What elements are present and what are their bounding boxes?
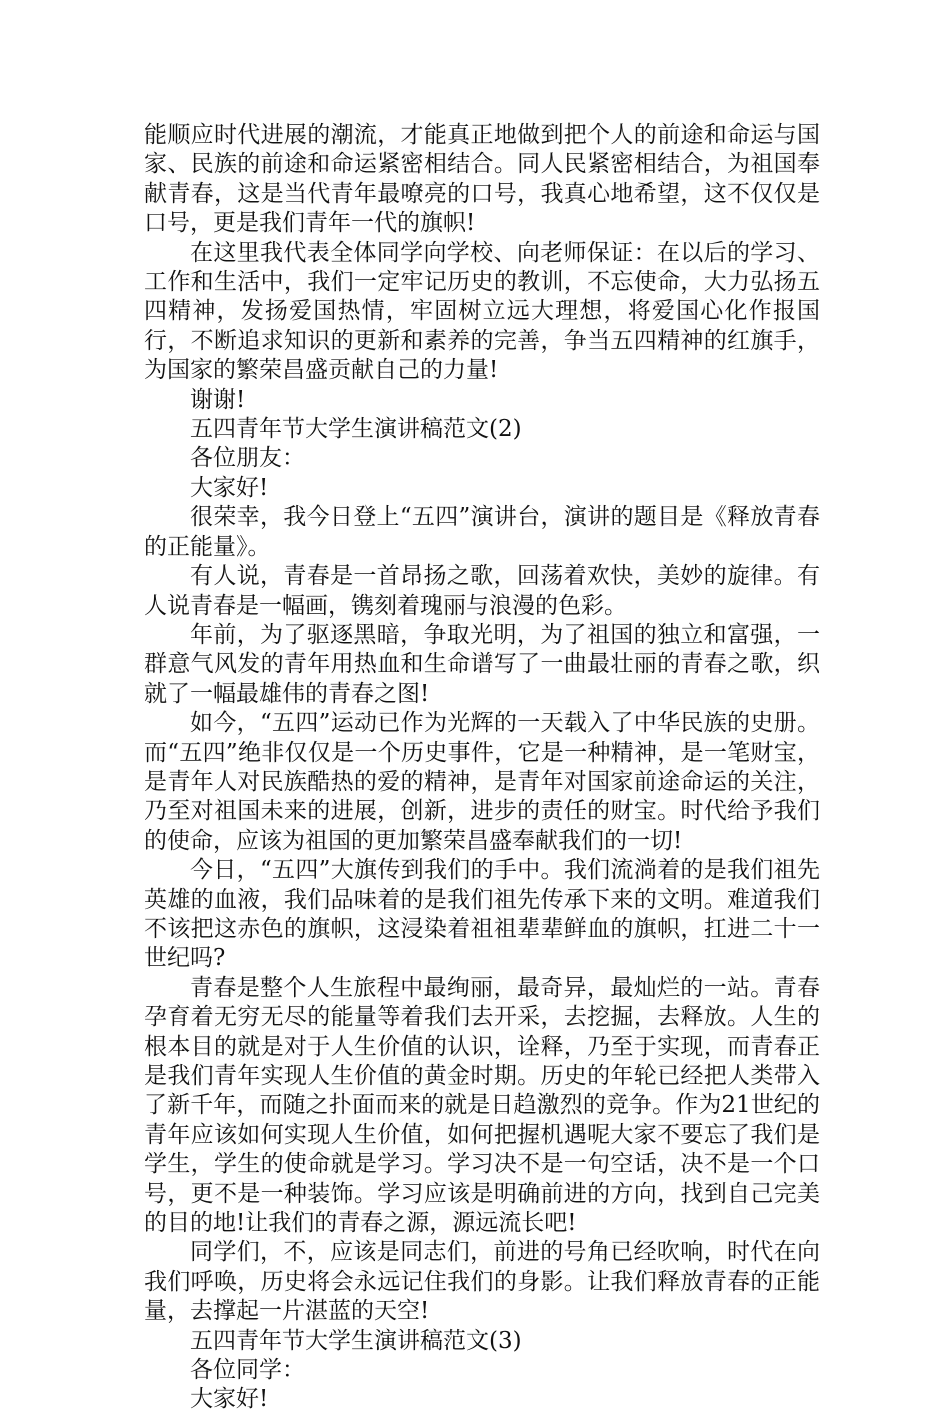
body-paragraph: 年前，为了驱逐黑暗，争取光明，为了祖国的独立和富强，一群意气风发的青年用热血和生命谱写了一曲最壮丽的青春之歌，织就了一幅最雄伟的青春之图! — [144, 621, 820, 707]
body-paragraph: 有人说，青春是一首昂扬之歌，回荡着欢快，美妙的旋律。有人说青春是一幅画，镌刻着瑰丽与浪漫的色彩。 — [144, 563, 820, 619]
body-paragraph: 同学们，不，应该是同志们，前进的号角已经吹响，时代在向我们呼唤，历史将会永远记住我们的身影。让我们释放青春的正能量，去撑起一片湛蓝的天空! — [144, 1239, 820, 1325]
body-paragraph: 能顺应时代进展的潮流，才能真正地做到把个人的前途和命运与国家、民族的前途和命运紧密相结合。同人民紧密相结合，为祖国奉献青春，这是当代青年最嘹亮的口号，我真心地希望，这不仅仅是口号，更是我们青年一代的旗帜! — [144, 122, 820, 237]
body-paragraph: 青春是整个人生旅程中最绚丽，最奇异，最灿烂的一站。青春孕育着无穷无尽的能量等着我们去开采，去挖掘，去释放。人生的根本目的就是对于人生价值的认识，诠释，乃至于实现，而青春正是我们青年实现人生价值的黄金时期。历史的年轮已经把人类带入了新千年，而随之扑面而来的就是日趋激烈的竞争。作为21世纪的青年应该如何实现人生价值，如何把握机遇呢大家不要忘了我们是学生，学生的使命就是学习。学习决不是一句空话，决不是一个口号，更不是一种装饰。学习应该是明确前进的方向，找到自己完美的目的地!让我们的青春之源，源远流长吧! — [144, 974, 820, 1237]
document-page — [144, 121, 820, 1415]
body-paragraph: 在这里我代表全体同学向学校、向老师保证：在以后的学习、工作和生活中，我们一定牢记历史的教训，不忘使命，大力弘扬五四精神，发扬爱国热情，牢固树立远大理想，将爱国心化作报国行，不断追求知识的更新和素养的完善，争当五四精神的红旗手，为国家的繁荣昌盛贡献自己的力量! — [144, 239, 820, 384]
greeting: 大家好! — [190, 474, 269, 501]
body-paragraph: 今日，“五四”大旗传到我们的手中。我们流淌着的是我们祖先英雄的血液，我们品味着的是我们祖先传承下来的文明。难道我们不该把这赤色的旗帜，这浸染着祖祖辈辈鲜血的旗帜，扛进二十一世纪吗? — [144, 857, 820, 972]
section-heading: 五四青年节大学生演讲稿范文(2) — [190, 416, 522, 443]
body-paragraph: 如今，“五四”运动已作为光辉的一天载入了中华民族的史册。而“五四”绝非仅仅是一个历史事件，它是一种精神，是一笔财宝，是青年人对民族酷热的爱的精神，是青年对国家前途命运的关注，乃至对祖国未来的进展，创新，进步的责任的财宝。时代给予我们的使命，应该为祖国的更加繁荣昌盛奉献我们的一切! — [144, 710, 820, 854]
body-paragraph: 很荣幸，我今日登上“五四”演讲台，演讲的题目是《释放青春的正能量》。 — [144, 504, 820, 560]
salutation: 各位同学： — [190, 1357, 305, 1384]
greeting: 大家好! — [190, 1386, 269, 1413]
closing-thanks: 谢谢! — [190, 386, 246, 413]
salutation: 各位朋友： — [190, 445, 305, 472]
section-heading: 五四青年节大学生演讲稿范文(3) — [190, 1327, 522, 1354]
